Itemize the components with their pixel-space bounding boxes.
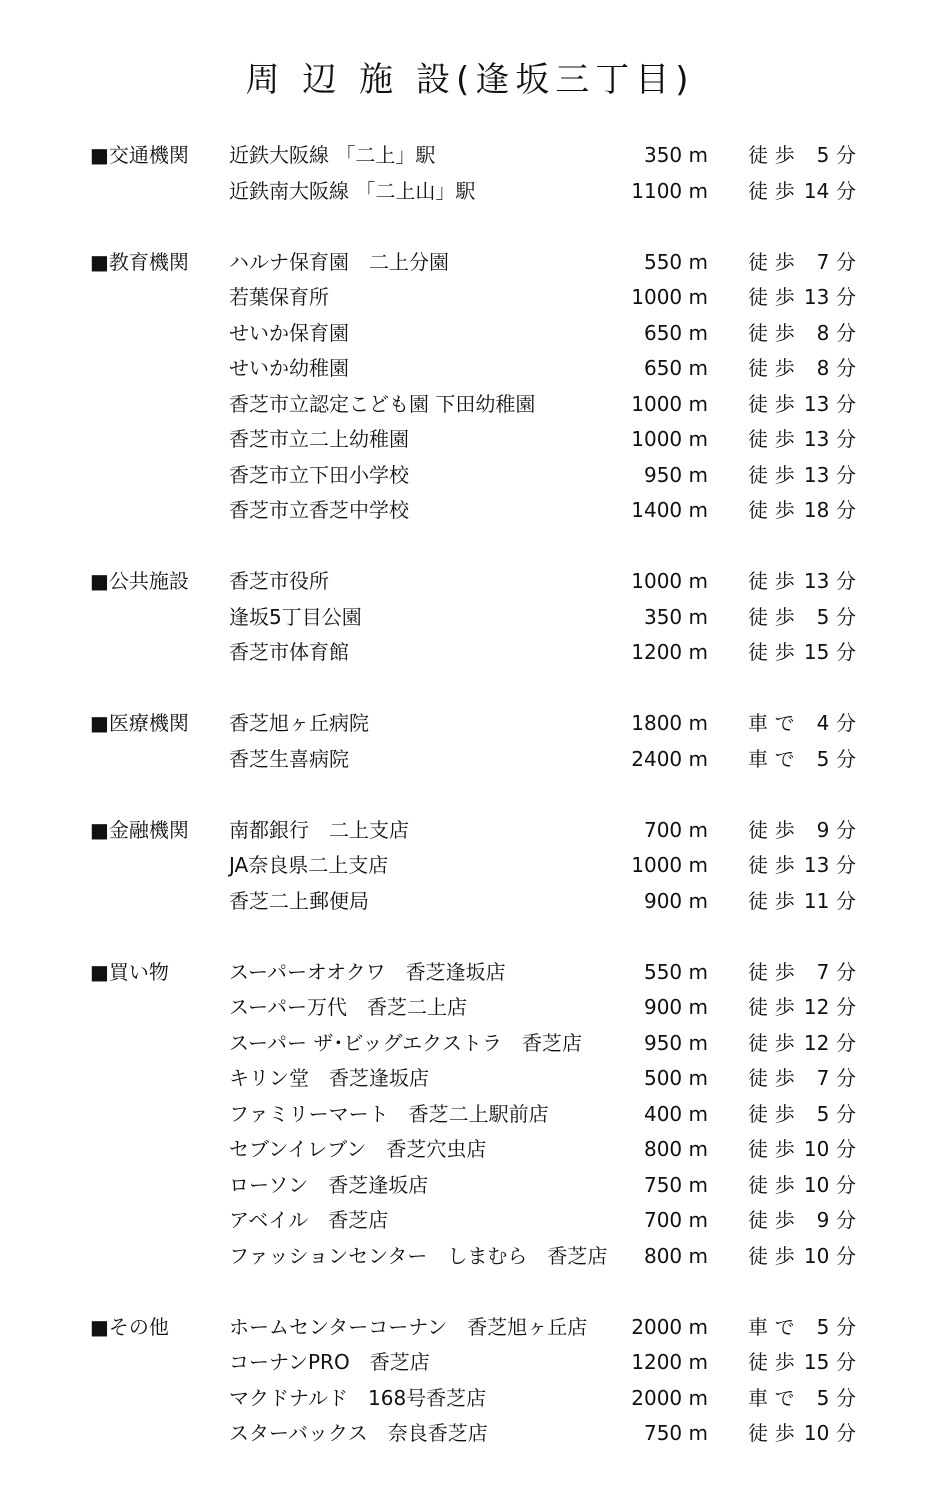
travel-mode-char: 歩 bbox=[774, 1208, 795, 1232]
travel-minutes: 5 bbox=[816, 143, 830, 167]
facility-name: ファミリーマート 香芝二上駅前店 bbox=[229, 1101, 549, 1126]
travel-mode-char: 徒 bbox=[748, 391, 768, 416]
facility-time bbox=[748, 1168, 856, 1204]
facility-distance: 500 m bbox=[643, 1066, 708, 1090]
facility-time bbox=[748, 387, 856, 423]
minutes-unit: 分 bbox=[835, 462, 856, 487]
travel-minutes: 15 bbox=[803, 1350, 830, 1374]
minutes-unit: 分 bbox=[835, 604, 856, 629]
facility-time bbox=[748, 1203, 856, 1239]
facility-time bbox=[748, 600, 856, 636]
travel-mode-char: 徒 bbox=[748, 178, 768, 203]
facility-row bbox=[0, 635, 950, 671]
facility-list bbox=[0, 138, 950, 1487]
minutes-unit: 分 bbox=[835, 711, 856, 735]
facility-time bbox=[748, 1132, 856, 1168]
page-title: 周 辺 施 設(逢坂三丁目) bbox=[245, 60, 695, 100]
travel-minutes: 5 bbox=[816, 1101, 830, 1126]
facility-row bbox=[0, 422, 950, 458]
facility-row bbox=[0, 351, 950, 387]
category-group bbox=[0, 138, 950, 209]
facility-row bbox=[0, 600, 950, 636]
travel-mode-char: 徒 bbox=[748, 1208, 768, 1232]
facility-time bbox=[748, 635, 856, 671]
travel-minutes: 5 bbox=[816, 1385, 830, 1410]
facility-name: 香芝市立認定こども園 下田幼稚園 bbox=[229, 391, 536, 416]
facility-row bbox=[0, 1026, 950, 1062]
facility-time bbox=[748, 564, 856, 600]
minutes-unit: 分 bbox=[835, 249, 856, 274]
travel-minutes: 7 bbox=[816, 959, 830, 984]
travel-mode-char: 徒 bbox=[748, 462, 768, 487]
facility-name: せいか幼稚園 bbox=[229, 356, 349, 380]
minutes-unit: 分 bbox=[835, 1243, 856, 1268]
travel-mode-char: 徒 bbox=[748, 995, 768, 1019]
travel-mode-char: 車 bbox=[748, 746, 768, 771]
facility-name: JA奈良県二上支店 bbox=[229, 853, 389, 877]
category-group bbox=[0, 1310, 950, 1452]
travel-mode-char: 徒 bbox=[748, 1243, 768, 1268]
travel-mode-char: で bbox=[774, 1385, 795, 1410]
minutes-unit: 分 bbox=[835, 356, 856, 380]
travel-minutes: 7 bbox=[816, 249, 830, 274]
facility-time bbox=[748, 351, 856, 387]
facility-name: 香芝生喜病院 bbox=[229, 746, 349, 771]
travel-mode-char: 徒 bbox=[748, 1030, 768, 1055]
facility-time bbox=[748, 174, 856, 210]
facility-name: マクドナルド 168号香芝店 bbox=[229, 1385, 487, 1410]
travel-mode-char: で bbox=[774, 746, 795, 771]
travel-mode-char: 徒 bbox=[748, 249, 768, 274]
facility-row bbox=[0, 1061, 950, 1097]
minutes-unit: 分 bbox=[835, 320, 856, 345]
minutes-unit: 分 bbox=[835, 1421, 856, 1445]
travel-mode-char: 車 bbox=[748, 1385, 768, 1410]
facility-name: スーパーオオクワ 香芝逢坂店 bbox=[229, 959, 506, 984]
facility-distance: 750 m bbox=[643, 1172, 708, 1197]
facility-row bbox=[0, 316, 950, 352]
facility-time bbox=[748, 280, 856, 316]
minutes-unit: 分 bbox=[835, 995, 856, 1019]
facility-time bbox=[748, 848, 856, 884]
travel-mode-char: 歩 bbox=[774, 498, 795, 522]
travel-mode-char: 歩 bbox=[774, 1350, 795, 1374]
travel-mode-char: 徒 bbox=[748, 427, 768, 451]
category-group bbox=[0, 706, 950, 777]
travel-mode-char: 歩 bbox=[774, 285, 795, 309]
travel-minutes: 5 bbox=[816, 604, 830, 629]
facility-distance: 2400 m bbox=[631, 746, 708, 771]
travel-minutes: 11 bbox=[803, 888, 830, 913]
minutes-unit: 分 bbox=[835, 888, 856, 913]
travel-mode-char: 歩 bbox=[774, 853, 795, 877]
facility-name: スーパー万代 香芝二上店 bbox=[229, 995, 467, 1019]
travel-minutes: 12 bbox=[803, 1030, 830, 1055]
facility-row bbox=[0, 1381, 950, 1417]
minutes-unit: 分 bbox=[835, 746, 856, 771]
facility-row bbox=[0, 1416, 950, 1452]
facility-time bbox=[748, 1097, 856, 1133]
facility-distance: 950 m bbox=[643, 462, 708, 487]
facility-row bbox=[0, 564, 950, 600]
minutes-unit: 分 bbox=[835, 640, 856, 664]
facility-distance: 1200 m bbox=[631, 1350, 708, 1374]
travel-mode-char: 歩 bbox=[774, 1066, 795, 1090]
facility-row bbox=[0, 387, 950, 423]
facility-name: 香芝市立下田小学校 bbox=[229, 462, 409, 487]
travel-mode-char: 歩 bbox=[774, 356, 795, 380]
travel-mode-char: 歩 bbox=[774, 1172, 795, 1197]
travel-mode-char: 徒 bbox=[748, 1350, 768, 1374]
travel-minutes: 9 bbox=[816, 1208, 830, 1232]
facility-row bbox=[0, 884, 950, 920]
travel-minutes: 7 bbox=[816, 1066, 830, 1090]
facility-time bbox=[748, 955, 856, 991]
travel-mode-char: 歩 bbox=[774, 320, 795, 345]
facility-distance: 350 m bbox=[643, 143, 708, 167]
facility-name: セブンイレブン 香芝穴虫店 bbox=[229, 1137, 487, 1161]
category-label: ■買い物 bbox=[90, 959, 169, 984]
facility-distance: 350 m bbox=[643, 604, 708, 629]
facility-time bbox=[748, 1381, 856, 1417]
facility-time bbox=[748, 1239, 856, 1275]
travel-mode-char: 徒 bbox=[748, 285, 768, 309]
facility-name: アベイル 香芝店 bbox=[229, 1208, 389, 1232]
facility-row bbox=[0, 955, 950, 991]
travel-mode-char: 徒 bbox=[748, 320, 768, 345]
category-label: ■その他 bbox=[90, 1314, 169, 1339]
facility-row bbox=[0, 174, 950, 210]
travel-minutes: 10 bbox=[803, 1243, 830, 1268]
minutes-unit: 分 bbox=[835, 427, 856, 451]
facility-name: スーパー ザ･ビッグエクストラ 香芝店 bbox=[229, 1030, 582, 1055]
facility-row bbox=[0, 813, 950, 849]
facility-distance: 1000 m bbox=[631, 569, 708, 593]
facility-name: ローソン 香芝逢坂店 bbox=[229, 1172, 429, 1197]
travel-mode-char: 歩 bbox=[774, 604, 795, 629]
facility-time bbox=[748, 884, 856, 920]
facility-distance: 700 m bbox=[643, 817, 708, 842]
minutes-unit: 分 bbox=[835, 498, 856, 522]
facility-time bbox=[748, 813, 856, 849]
facility-row bbox=[0, 1310, 950, 1346]
facility-row bbox=[0, 990, 950, 1026]
facility-distance: 1000 m bbox=[631, 391, 708, 416]
travel-minutes: 13 bbox=[803, 462, 830, 487]
category-label: ■交通機関 bbox=[90, 143, 189, 167]
facility-row bbox=[0, 742, 950, 778]
facility-time bbox=[748, 316, 856, 352]
facility-distance: 1000 m bbox=[631, 285, 708, 309]
facility-distance: 550 m bbox=[643, 959, 708, 984]
travel-mode-char: 歩 bbox=[774, 143, 795, 167]
facility-time bbox=[748, 1416, 856, 1452]
travel-mode-char: 徒 bbox=[748, 888, 768, 913]
facility-distance: 800 m bbox=[643, 1243, 708, 1268]
facility-name: コーナンPRO 香芝店 bbox=[229, 1350, 430, 1374]
travel-mode-char: 歩 bbox=[774, 1030, 795, 1055]
travel-mode-char: 歩 bbox=[774, 640, 795, 664]
travel-minutes: 18 bbox=[803, 498, 830, 522]
travel-minutes: 13 bbox=[803, 427, 830, 451]
minutes-unit: 分 bbox=[835, 1066, 856, 1090]
travel-mode-char: 歩 bbox=[774, 1137, 795, 1161]
facility-time bbox=[748, 706, 856, 742]
facility-name: ハルナ保育園 二上分園 bbox=[229, 249, 449, 274]
facility-name: 香芝市立二上幼稚園 bbox=[229, 427, 409, 451]
facility-distance: 1400 m bbox=[631, 498, 708, 522]
travel-mode-char: 歩 bbox=[774, 959, 795, 984]
facility-row bbox=[0, 1345, 950, 1381]
travel-mode-char: 徒 bbox=[748, 817, 768, 842]
facility-name: 南都銀行 二上支店 bbox=[229, 817, 409, 842]
travel-mode-char: で bbox=[774, 1314, 795, 1339]
minutes-unit: 分 bbox=[835, 285, 856, 309]
facility-name: ファッションセンター しまむら 香芝店 bbox=[229, 1243, 608, 1268]
minutes-unit: 分 bbox=[835, 1385, 856, 1410]
minutes-unit: 分 bbox=[835, 178, 856, 203]
facility-name: 逢坂5丁目公園 bbox=[229, 604, 362, 629]
minutes-unit: 分 bbox=[835, 1208, 856, 1232]
facility-distance: 1100 m bbox=[631, 178, 708, 203]
facility-name: キリン堂 香芝逢坂店 bbox=[229, 1066, 429, 1090]
travel-mode-char: 歩 bbox=[774, 427, 795, 451]
facility-name: 香芝市立香芝中学校 bbox=[229, 498, 409, 522]
facility-row bbox=[0, 1168, 950, 1204]
facility-row bbox=[0, 1132, 950, 1168]
travel-mode-char: 徒 bbox=[748, 498, 768, 522]
travel-mode-char: 歩 bbox=[774, 462, 795, 487]
travel-mode-char: 徒 bbox=[748, 569, 768, 593]
facility-row bbox=[0, 1239, 950, 1275]
travel-mode-char: 徒 bbox=[748, 143, 768, 167]
facility-name: 近鉄大阪線 「二上」駅 bbox=[229, 143, 436, 167]
category-group bbox=[0, 813, 950, 920]
facility-row bbox=[0, 458, 950, 494]
travel-mode-char: で bbox=[774, 711, 795, 735]
category-group bbox=[0, 245, 950, 529]
facility-distance: 900 m bbox=[643, 995, 708, 1019]
facility-distance: 650 m bbox=[643, 356, 708, 380]
facility-distance: 700 m bbox=[643, 1208, 708, 1232]
facility-name: 若葉保育所 bbox=[229, 285, 329, 309]
category-label: ■教育機関 bbox=[90, 249, 189, 274]
facility-distance: 550 m bbox=[643, 249, 708, 274]
travel-mode-char: 歩 bbox=[774, 1101, 795, 1126]
travel-minutes: 15 bbox=[803, 640, 830, 664]
facility-name: 香芝市役所 bbox=[229, 569, 329, 593]
travel-minutes: 13 bbox=[803, 391, 830, 416]
facility-name: ホームセンターコーナン 香芝旭ヶ丘店 bbox=[229, 1314, 588, 1339]
facility-time bbox=[748, 742, 856, 778]
travel-minutes: 10 bbox=[803, 1421, 830, 1445]
minutes-unit: 分 bbox=[835, 569, 856, 593]
facility-distance: 1000 m bbox=[631, 853, 708, 877]
facility-distance: 400 m bbox=[643, 1101, 708, 1126]
travel-mode-char: 徒 bbox=[748, 1137, 768, 1161]
travel-minutes: 8 bbox=[816, 356, 830, 380]
travel-minutes: 12 bbox=[803, 995, 830, 1019]
travel-mode-char: 徒 bbox=[748, 1066, 768, 1090]
facility-row bbox=[0, 493, 950, 529]
travel-mode-char: 徒 bbox=[748, 1101, 768, 1126]
facility-row bbox=[0, 280, 950, 316]
facility-row bbox=[0, 138, 950, 174]
facility-distance: 650 m bbox=[643, 320, 708, 345]
travel-mode-char: 歩 bbox=[774, 569, 795, 593]
facility-time bbox=[748, 1345, 856, 1381]
facility-time bbox=[748, 422, 856, 458]
facility-distance: 1000 m bbox=[631, 427, 708, 451]
minutes-unit: 分 bbox=[835, 1030, 856, 1055]
travel-mode-char: 徒 bbox=[748, 640, 768, 664]
category-label: ■金融機関 bbox=[90, 817, 189, 842]
facility-name: 香芝旭ヶ丘病院 bbox=[229, 711, 369, 735]
travel-minutes: 5 bbox=[816, 1314, 830, 1339]
category-label: ■医療機関 bbox=[90, 711, 189, 735]
facility-time bbox=[748, 493, 856, 529]
travel-mode-char: 歩 bbox=[774, 178, 795, 203]
facility-row bbox=[0, 848, 950, 884]
travel-mode-char: 徒 bbox=[748, 604, 768, 629]
minutes-unit: 分 bbox=[835, 1314, 856, 1339]
travel-mode-char: 歩 bbox=[774, 995, 795, 1019]
travel-minutes: 14 bbox=[803, 178, 830, 203]
travel-mode-char: 歩 bbox=[774, 888, 795, 913]
travel-minutes: 13 bbox=[803, 569, 830, 593]
travel-mode-char: 歩 bbox=[774, 817, 795, 842]
travel-minutes: 10 bbox=[803, 1172, 830, 1197]
travel-mode-char: 歩 bbox=[774, 249, 795, 274]
minutes-unit: 分 bbox=[835, 1350, 856, 1374]
facility-distance: 800 m bbox=[643, 1137, 708, 1161]
travel-mode-char: 徒 bbox=[748, 1421, 768, 1445]
facility-distance: 1800 m bbox=[631, 711, 708, 735]
travel-mode-char: 車 bbox=[748, 711, 768, 735]
facility-distance: 750 m bbox=[643, 1421, 708, 1445]
travel-mode-char: 歩 bbox=[774, 1421, 795, 1445]
category-label: ■公共施設 bbox=[90, 569, 189, 593]
facility-name: せいか保育園 bbox=[229, 320, 349, 345]
facility-row bbox=[0, 245, 950, 281]
travel-minutes: 5 bbox=[816, 746, 830, 771]
facility-distance: 1200 m bbox=[631, 640, 708, 664]
facility-name: スターバックス 奈良香芝店 bbox=[229, 1421, 488, 1445]
minutes-unit: 分 bbox=[835, 143, 856, 167]
travel-mode-char: 歩 bbox=[774, 1243, 795, 1268]
travel-mode-char: 徒 bbox=[748, 356, 768, 380]
travel-mode-char: 徒 bbox=[748, 853, 768, 877]
facility-time bbox=[748, 245, 856, 281]
facility-time bbox=[748, 138, 856, 174]
travel-minutes: 8 bbox=[816, 320, 830, 345]
facility-distance: 950 m bbox=[643, 1030, 708, 1055]
minutes-unit: 分 bbox=[835, 1137, 856, 1161]
facility-time bbox=[748, 1026, 856, 1062]
facility-row bbox=[0, 1203, 950, 1239]
minutes-unit: 分 bbox=[835, 1172, 856, 1197]
facility-distance: 2000 m bbox=[631, 1314, 708, 1339]
facility-time bbox=[748, 1310, 856, 1346]
travel-minutes: 10 bbox=[803, 1137, 830, 1161]
travel-mode-char: 徒 bbox=[748, 1172, 768, 1197]
travel-mode-char: 徒 bbox=[748, 959, 768, 984]
facility-row bbox=[0, 706, 950, 742]
minutes-unit: 分 bbox=[835, 391, 856, 416]
travel-minutes: 9 bbox=[816, 817, 830, 842]
travel-minutes: 4 bbox=[816, 711, 830, 735]
facility-row bbox=[0, 1097, 950, 1133]
facility-name: 近鉄南大阪線 「二上山」駅 bbox=[229, 178, 476, 203]
category-group bbox=[0, 955, 950, 1275]
travel-minutes: 13 bbox=[803, 853, 830, 877]
travel-mode-char: 歩 bbox=[774, 391, 795, 416]
minutes-unit: 分 bbox=[835, 959, 856, 984]
facility-time bbox=[748, 1061, 856, 1097]
facility-distance: 2000 m bbox=[631, 1385, 708, 1410]
facility-distance: 900 m bbox=[643, 888, 708, 913]
minutes-unit: 分 bbox=[835, 853, 856, 877]
minutes-unit: 分 bbox=[835, 817, 856, 842]
travel-mode-char: 車 bbox=[748, 1314, 768, 1339]
facility-name: 香芝二上郵便局 bbox=[229, 888, 369, 913]
facility-name: 香芝市体育館 bbox=[229, 640, 349, 664]
facility-time bbox=[748, 990, 856, 1026]
facility-time bbox=[748, 458, 856, 494]
minutes-unit: 分 bbox=[835, 1101, 856, 1126]
travel-minutes: 13 bbox=[803, 285, 830, 309]
category-group bbox=[0, 564, 950, 671]
